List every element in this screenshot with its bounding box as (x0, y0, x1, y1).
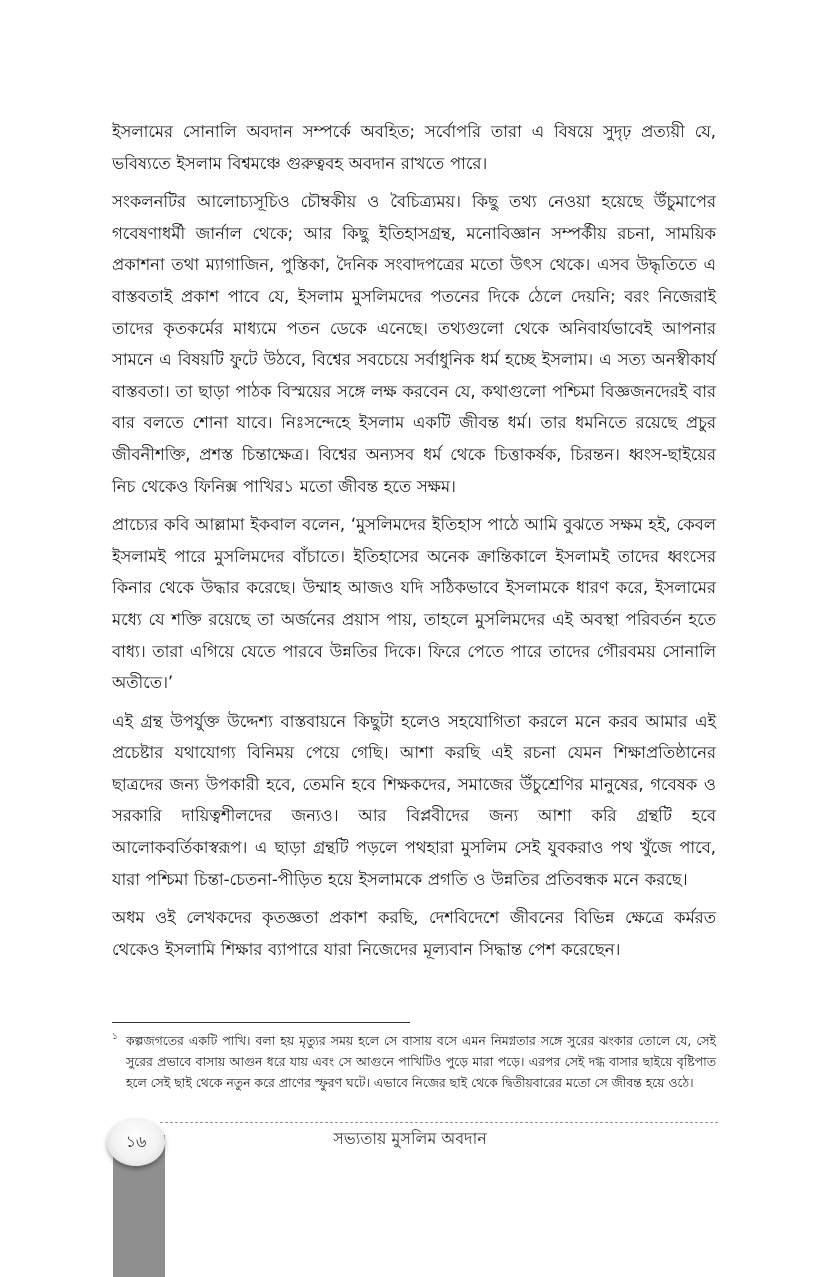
footer-dotted-rule (160, 1122, 718, 1123)
footnote-divider (112, 1022, 410, 1023)
paragraph-1: ইসলামের সোনালি অবদান সম্পর্কে অবহিত; সর্বোপরি তারা এ বিষয়ে সুদৃঢ় প্রত্যয়ী যে, ভবিষ্যতে ইসলাম বিশ্বমঞ্চে গুরুত্ববহ অবদান রাখতে পারে। (112, 122, 716, 173)
footnote-text: কল্পজগতের একটি পাখি। বলা হয় মৃত্যুর সময় হলে সে বাসায় বসে এমন নিমগ্নতার সঙ্গে সুরের ঝংকার তোলে যে, সেই সুরের প্রভাবে বাসায় আগুন ধরে যায় এবং সে আগুনে পাখিটিও পুড়ে মারা পড়ে। এরপর সেই দগ্ধ বাসার ছাইয়ে বৃষ্টিপাত হলে সেই ছাই থেকে নতুন করে প্রাণের স্ফুরণ ঘটে। এভাবে নিজের ছাই থেকে দ্বিতীয়বারের মতো সে জীবন্ত হয়ে ওঠে। (126, 1033, 716, 1090)
footnote (112, 1030, 716, 1093)
running-footer-title: সভ্যতায় মুসলিম অবদান (333, 1129, 487, 1148)
paragraph-3: প্রাচ্যের কবি আল্লামা ইকবাল বলেন, ‘মুসলিমদের ইতিহাস পাঠে আমি বুঝতে সক্ষম হই, কেবল ইসলামই পারে মুসলিমদের বাঁচাতে। ইতিহাসের অনেক ক্রান্তিকালে ইসলামই তাদের ধ্বংসের কিনার থেকে উদ্ধার করেছে। উম্মাহ আজও যদি সঠিকভাবে ইসলামকে ধারণ করে, ইসলামের মধ্যে যে শক্তি রয়েছে তা অর্জনের প্রয়াস পায়, তাহলে মুসলিমদের এই অবস্থা পরিবর্তন হতে বাধ্য। তারা এগিয়ে যেতে পারবে উন্নতির দিকে। ফিরে পেতে পারে তাদের গৌরবময় সোনালি অতীতে।’ (112, 515, 716, 693)
page-number: ১৬ (107, 1118, 165, 1166)
paragraph-2: সংকলনটির আলোচ্যসূচিও চৌম্বকীয় ও বৈচিত্র্যময়। কিছু তথ্য নেওয়া হয়েছে উঁচুমাপের গবেষণাধর্মী জার্নাল থেকে; আর কিছু ইতিহাসগ্রন্থ, মনোবিজ্ঞান সম্পর্কীয় রচনা, সাময়িক প্রকাশনা তথা ম্যাগাজিন, পুস্তিকা, দৈনিক সংবাদপত্রের মতো উৎস থেকে। এসব উদ্ধৃতিতে এ বাস্তবতাই প্রকাশ পাবে যে, ইসলাম মুসলিমদের পতনের দিকে ঠেলে দেয়নি; বরং নিজেরাই তাদের কৃতকর্মের মাধ্যমে পতন ডেকে এনেছে। তথ্যগুলো থেকে অনিবার্যভাবেই আপনার সামনে এ বিষয়টি ফুটে উঠবে, বিশ্বের সবচেয়ে সর্বাধুনিক ধর্ম হচ্ছে ইসলাম। এ সত্য অনস্বীকার্য বাস্তবতা। তা ছাড়া পাঠক বিস্ময়ের সঙ্গে লক্ষ করবেন যে, কথাগুলো পশ্চিমা বিজ্ঞজনদেরই বার বার বলতে শোনা যাবে। নিঃসন্দেহে ইসলাম একটি জীবন্ত ধর্ম। তার ধমনিতে রয়েছে প্রচুর জীবনীশক্তি, প্রশস্ত চিন্তাক্ষেত্র। বিশ্বের অন্যসব ধর্ম থেকে চিত্তাকর্ষক, চিরন্তন। ধ্বংস-ছাইয়ের নিচ থেকেও ফিনিক্স পাখির১ মতো জীবন্ত হতে সক্ষম। (112, 192, 716, 496)
main-text (112, 116, 716, 972)
footnote-marker: ১ (112, 1032, 118, 1042)
paragraph-4: এই গ্রন্থ উপর্যুক্ত উদ্দেশ্য বাস্তবায়নে কিছুটা হলেও সহযোগিতা করলে মনে করব আমার এই প্রচেষ্টার যথাযোগ্য বিনিময় পেয়ে গেছি। আশা করছি এই রচনা যেমন শিক্ষাপ্রতিষ্ঠানের ছাত্রদের জন্য উপকারী হবে, তেমনি হবে শিক্ষকদের, সমাজের উঁচুশ্রেণির মানুষের, গবেষক ও সরকারি দায়িত্বশীলদের জন্যও। আর বিপ্লবীদের জন্য আশা করি গ্রন্থটি হবে আলোকবর্তিকাস্বরূপ। এ ছাড়া গ্রন্থটি পড়লে পথহারা মুসলিম সেই যুবকরাও পথ খুঁজে পাবে, যারা পশ্চিমা চিন্তা-চেতনা-পীড়িত হয়ে ইসলামকে প্রগতি ও উন্নতির প্রতিবন্ধক মনে করছে। (112, 711, 716, 889)
paragraph-5: অধম ওই লেখকদের কৃতজ্ঞতা প্রকাশ করছি, দেশবিদেশে জীবনের বিভিন্ন ক্ষেত্রে কর্মরত থেকেও ইসলামি শিক্ষার ব্যাপারে যারা নিজেদের মূল্যবান সিদ্ধান্ত পেশ করেছেন। (112, 908, 716, 959)
